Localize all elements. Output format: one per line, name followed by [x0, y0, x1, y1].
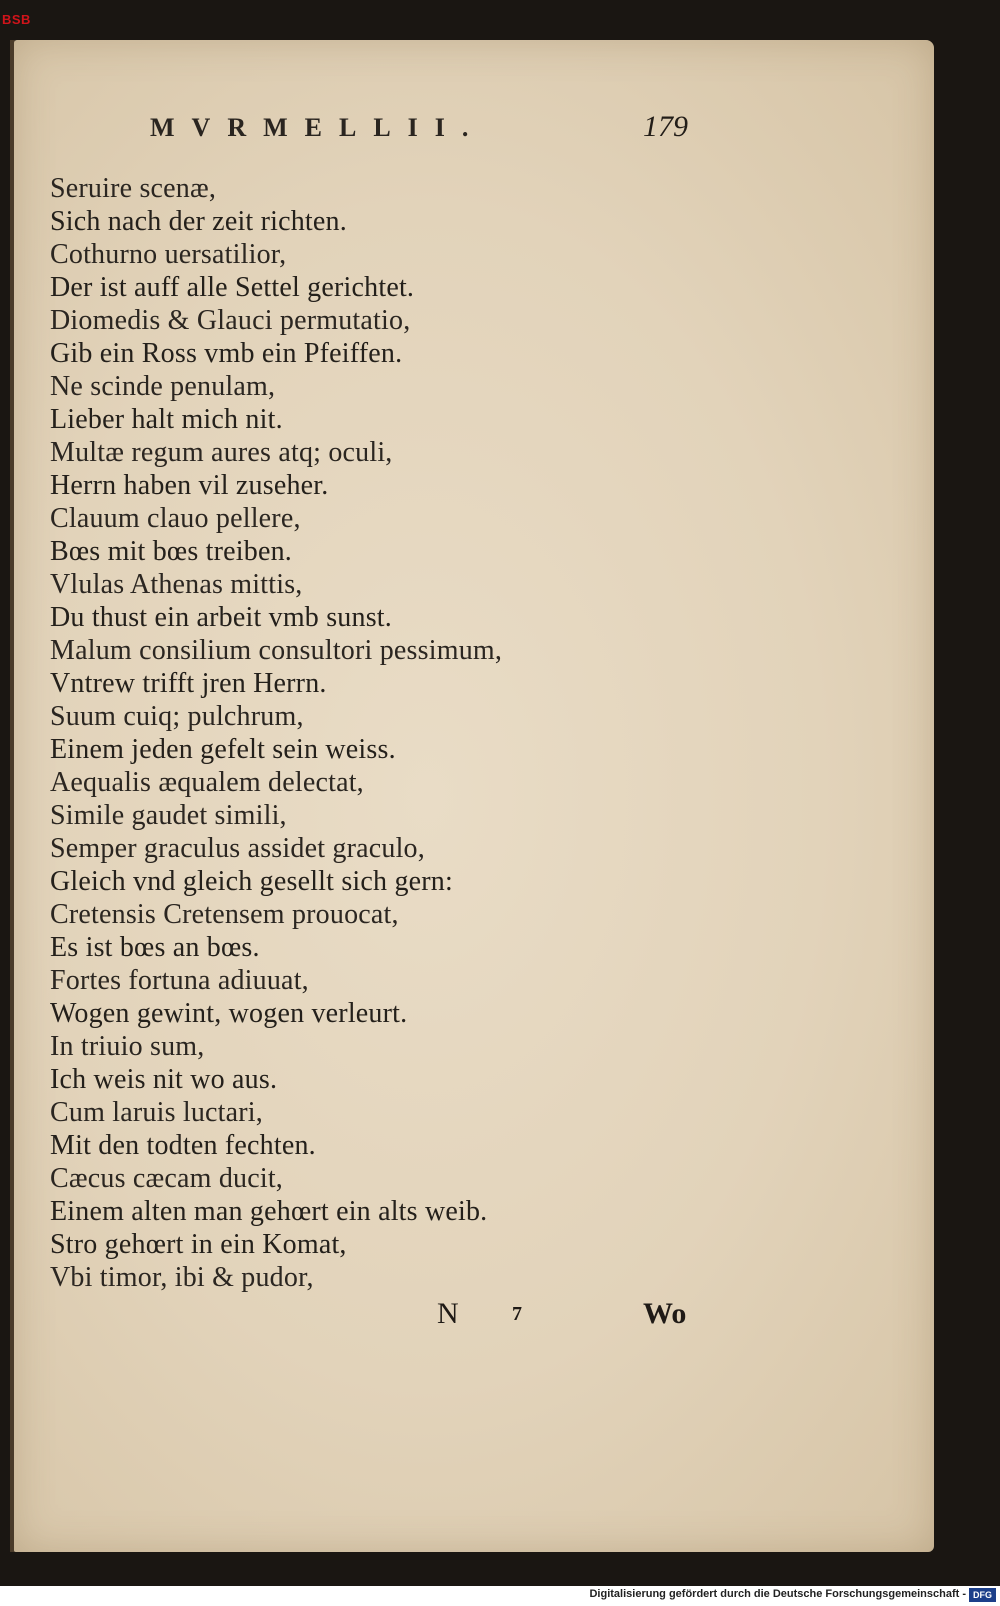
text-line: Cum laruis luctari, [50, 1097, 263, 1128]
text-line: Bœs mit bœs treiben. [50, 536, 292, 567]
text-line: Clauum clauo pellere, [50, 503, 301, 534]
text-line: Simile gaudet simili, [50, 800, 287, 831]
running-head: MVRMELLII. [150, 113, 486, 142]
text-line: Sich nach der zeit richten. [50, 206, 347, 237]
text-line: Einem alten man gehœrt ein alts weib. [50, 1196, 488, 1227]
folio-number: 179 [643, 110, 688, 143]
text-line: Wogen gewint, wogen verleurt. [50, 998, 408, 1029]
credit-bar [0, 1586, 1000, 1606]
text-line: In triuio sum, [50, 1031, 205, 1062]
text-line: Cothurno uersatilior, [50, 239, 287, 270]
bsb-watermark: BSB [2, 12, 31, 27]
text-line: Herrn haben vil zuseher. [50, 470, 329, 501]
text-line: Du thust ein arbeit vmb sunst. [50, 602, 392, 633]
text-line: Diomedis & Glauci permutatio, [50, 305, 411, 336]
signature-mark: N [437, 1297, 459, 1330]
text-line: Cretensis Cretensem prouocat, [50, 899, 399, 930]
text-line: Der ist auff alle Settel gerichtet. [50, 272, 415, 303]
text-line: Mit den todten fechten. [50, 1130, 316, 1161]
text-line: Fortes fortuna adiuuat, [50, 965, 309, 996]
text-line: Cæcus cæcam ducit, [50, 1163, 284, 1194]
page-footer [0, 1297, 1000, 1337]
proverb-text-block [50, 172, 730, 1294]
text-line: Suum cuiq; pulchrum, [50, 701, 304, 732]
text-line: Ich weis nit wo aus. [50, 1064, 278, 1095]
dfg-logo-icon: DFG [969, 1588, 996, 1602]
digitization-credit: Digitalisierung gefördert durch die Deutsche Forschungsgemeinschaft - [589, 1588, 966, 1600]
text-line: Aequalis æqualem delectat, [50, 767, 364, 798]
text-line: Semper graculus assidet graculo, [50, 833, 425, 864]
text-line: Ne scinde penulam, [50, 371, 276, 402]
text-line: Gib ein Ross vmb ein Pfeiffen. [50, 338, 403, 369]
text-line: Vbi timor, ibi & pudor, [50, 1262, 314, 1293]
text-line: Einem jeden gefelt sein weiss. [50, 734, 396, 765]
text-line: Multæ regum aures atq; oculi, [50, 437, 393, 468]
text-line: Seruire scenæ, [50, 173, 217, 204]
text-line: Lieber halt mich nit. [50, 404, 283, 435]
text-line: Stro gehœrt in ein Komat, [50, 1229, 347, 1260]
text-line: Vlulas Athenas mittis, [50, 569, 303, 600]
text-line: Gleich vnd gleich gesellt sich gern: [50, 866, 453, 897]
catchword: Wo [643, 1297, 687, 1330]
signature-number: 7 [512, 1303, 522, 1325]
text-line: Malum consilium consultori pessimum, [50, 635, 503, 666]
text-line: Es ist bœs an bœs. [50, 932, 260, 963]
text-line: Vntrew trifft jren Herrn. [50, 668, 327, 699]
